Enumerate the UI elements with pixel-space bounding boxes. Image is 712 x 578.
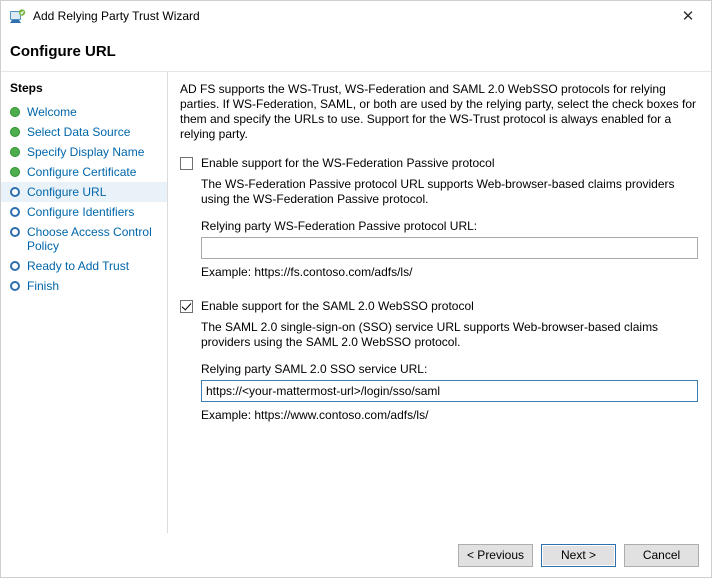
step-status-icon [10,127,20,137]
close-icon[interactable]: ✕ [681,7,695,25]
step-ready-to-add-trust[interactable] [1,256,167,276]
step-choose-access-control-policy[interactable] [1,222,167,256]
step-label: Configure Certificate [27,165,137,179]
intro-text: AD FS supports the WS-Trust, WS-Federation and SAML 2.0 WebSSO protocols for relying parties. If WS-Federation, SAML, or both are used by the relying party, select the check boxes for them and specify the URLs to use. Support for the WS-Trust protocol is always enabled for a relying party. [180,82,697,141]
step-specify-display-name[interactable] [1,142,167,162]
step-welcome[interactable] [1,102,167,122]
steps-heading: Steps [10,81,43,95]
page-title: Configure URL [10,42,116,60]
step-status-icon [10,187,20,197]
step-label: Select Data Source [27,125,131,139]
window-title: Add Relying Party Trust Wizard [33,9,200,23]
main-content [168,72,711,533]
step-finish[interactable] [1,276,167,296]
wsfed-checkbox-row[interactable] [180,156,698,170]
step-label: Finish [27,279,60,293]
step-label: Configure Identifiers [27,205,135,219]
adfs-wizard-icon [9,8,26,25]
step-status-icon [10,107,20,117]
saml-checkbox-row[interactable] [180,299,698,313]
saml-description: The SAML 2.0 single-sign-on (SSO) service URL supports Web-browser-based claims providers using the SAML 2.0 WebSSO protocol. [201,320,659,349]
saml-checkbox[interactable] [180,300,193,313]
saml-checkbox-label: Enable support for the SAML 2.0 WebSSO protocol [201,299,474,313]
wsfed-description: The WS-Federation Passive protocol URL supports Web-browser-based claims providers using the WS-Federation Passive protocol. [201,177,675,206]
wizard-body [1,71,711,533]
step-label: Configure URL [27,185,107,199]
step-label: Ready to Add Trust [27,259,130,273]
wsfed-checkbox-label: Enable support for the WS-Federation Passive protocol [201,156,495,170]
saml-example: Example: https://www.contoso.com/adfs/ls/ [201,408,429,422]
wizard-footer [1,533,711,577]
step-label: Welcome [27,105,77,119]
cancel-button[interactable]: Cancel [624,544,699,567]
wsfed-checkbox[interactable] [180,157,193,170]
step-status-icon [10,261,20,271]
wsfed-url-label: Relying party WS-Federation Passive protocol URL: [201,219,478,233]
step-status-icon [10,227,20,237]
step-select-data-source[interactable] [1,122,167,142]
saml-url-label: Relying party SAML 2.0 SSO service URL: [201,362,428,376]
step-status-icon [10,281,20,291]
step-status-icon [10,147,20,157]
step-configure-certificate[interactable] [1,162,167,182]
step-configure-identifiers[interactable] [1,202,167,222]
step-label: Choose Access Control Policy [27,225,152,253]
section-divider [180,279,698,299]
saml-url-input[interactable] [201,380,698,402]
page-header [1,31,711,71]
step-status-icon [10,167,20,177]
next-button[interactable]: Next > [541,544,616,567]
step-label: Specify Display Name [27,145,145,159]
title-bar [1,1,711,31]
previous-button[interactable]: < Previous [458,544,533,567]
steps-sidebar [1,72,168,533]
wsfed-url-input[interactable] [201,237,698,259]
step-configure-url[interactable] [1,182,167,202]
step-status-icon [10,207,20,217]
wsfed-example: Example: https://fs.contoso.com/adfs/ls/ [201,265,413,279]
